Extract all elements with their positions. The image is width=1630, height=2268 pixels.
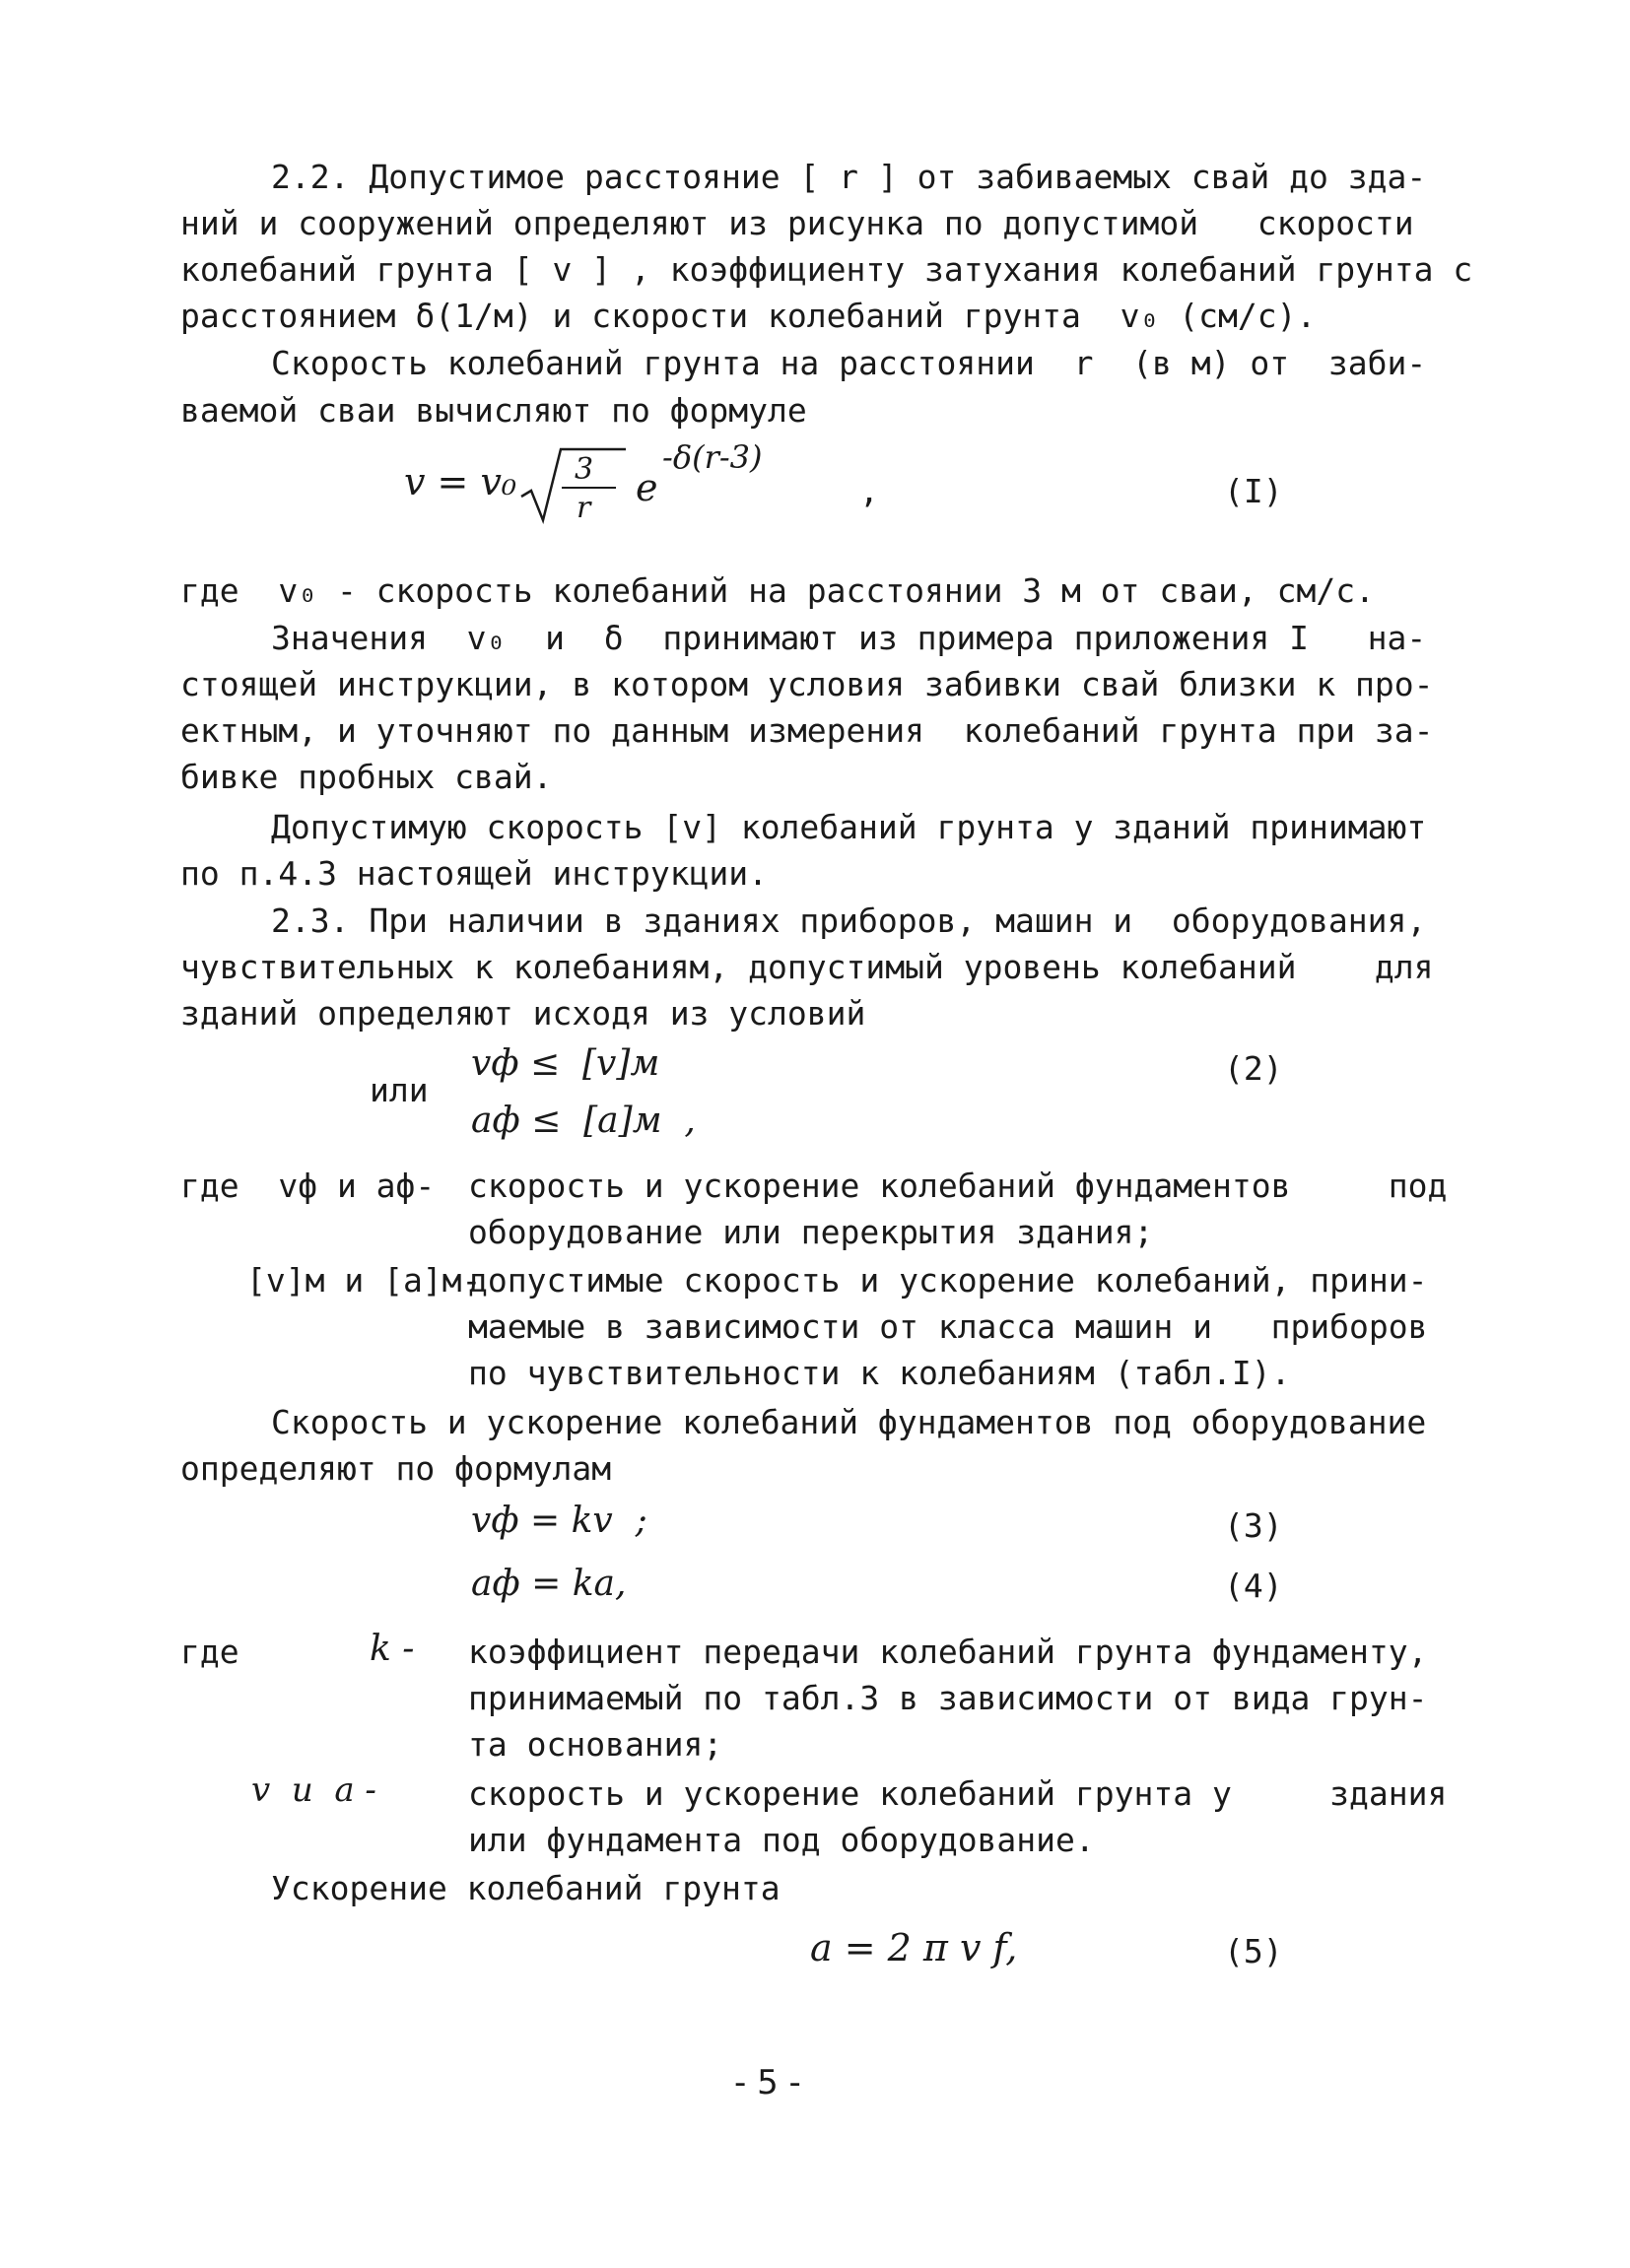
para-values-line-1: Значения v₀ и δ принимают из примера приложения I на-	[271, 619, 1427, 657]
formula-5: a = 2 π v f,	[810, 1926, 1018, 1969]
para-speed-line-1: Скорость колебаний грунта на расстоянии r (в м) от заби-	[271, 344, 1427, 382]
where-2-desc-2-line-2: маемые в зависимости от класса машин и приборов	[468, 1307, 1428, 1346]
para-2-3-line-3: зданий определяют исходя из условий	[180, 994, 866, 1033]
formula-4-number: (4)	[1224, 1567, 1283, 1605]
formula-4: aф = ka,	[471, 1564, 627, 1604]
para-allow-line-2: по п.4.3 настоящей инструкции.	[180, 854, 769, 893]
formula-2-row-2: aф ≤ [a]м ,	[471, 1101, 696, 1141]
para-2-2-line-3: колебаний грунта [ v ] , коэффициенту затухания колебаний грунта с	[180, 250, 1473, 289]
where-3-desc-2-line-1: скорость и ускорение колебаний грунта у здания	[468, 1774, 1448, 1813]
formula-1-lhs: v = v₀	[404, 460, 517, 503]
para-2-3-line-2: чувствительных к колебаниям, допустимый уровень колебаний для	[180, 948, 1434, 986]
para-2-2-line-4: расстоянием δ(1/м) и скорости колебаний грунта v₀ (см/с).	[180, 297, 1317, 335]
para-2-2-line-1: 2.2. Допустимое расстояние [ r ] от забиваемых свай до зда-	[271, 158, 1427, 196]
formula-1-number: (I)	[1224, 472, 1283, 510]
formula-1-comma: ,	[859, 472, 879, 510]
formula-1-denominator: r	[577, 491, 591, 525]
fraction-bar	[562, 487, 616, 489]
where-3-desc-2-line-2: или фундамента под оборудование.	[468, 1821, 1095, 1859]
where-2-desc-1-line-2: оборудование или перекрытия здания;	[468, 1213, 1154, 1251]
where-2-desc-2-line-3: по чувствительности к колебаниям (табл.I).	[468, 1354, 1291, 1392]
page-number: - 5 -	[734, 2063, 801, 2102]
formula-3-number: (3)	[1224, 1506, 1283, 1545]
formula-2-number: (2)	[1224, 1049, 1283, 1088]
formula-5-number: (5)	[1224, 1932, 1283, 1970]
where-3-desc-1-line-1: коэффициент передачи колебаний грунта фундаменту,	[468, 1633, 1428, 1671]
para-2-2-line-2: ний и сооружений определяют из рисунка по допустимой скорости	[180, 204, 1414, 242]
para-found-line-1: Скорость и ускорение колебаний фундаментов под оборудование	[271, 1403, 1427, 1441]
formula-1-exponent: -δ(r-3)	[662, 438, 763, 476]
para-allow-line-1: Допустимую скорость [v] колебаний грунта у зданий принимают	[271, 808, 1427, 846]
where-3-desc-1-line-2: принимаемый по табл.3 в зависимости от вида грун-	[468, 1679, 1428, 1717]
para-values-line-4: бивке пробных свай.	[180, 758, 553, 796]
para-found-line-2: определяют по формулам	[180, 1449, 612, 1488]
formula-1-exp-base: e	[636, 466, 658, 509]
para-speed-line-2: ваемой сваи вычисляют по формуле	[180, 391, 807, 430]
where-2-label-2: [v]м и [a]м-	[246, 1261, 482, 1300]
where-3-label-2: v и a -	[251, 1770, 376, 1810]
where-2-desc-1-line-1: скорость и ускорение колебаний фундаментов под	[468, 1167, 1448, 1205]
where-2-label-1: где vф и aф-	[180, 1167, 436, 1205]
formula-1-numerator: 3	[575, 452, 594, 487]
para-values-line-3: ектным, и уточняют по данным измерения колебаний грунта при за-	[180, 711, 1434, 750]
where-v0-line: где v₀ - скорость колебаний на расстоянии 3 м от сваи, см/с.	[180, 571, 1375, 610]
formula-3: vф = kv ;	[471, 1501, 647, 1541]
formula-2-or: или	[370, 1071, 429, 1109]
where-3-label-1: где	[180, 1633, 239, 1671]
formula-2-row-1: vф ≤ [v]м	[471, 1043, 660, 1084]
where-3-desc-1-line-3: та основания;	[468, 1725, 723, 1764]
sqrt-sign-icon	[519, 445, 628, 524]
para-accel: Ускорение колебаний грунта	[271, 1869, 781, 1907]
where-3-symbol-k: k -	[370, 1629, 415, 1669]
para-values-line-2: стоящей инструкции, в котором условия забивки свай близки к про-	[180, 665, 1434, 703]
where-2-desc-2-line-1: допустимые скорость и ускорение колебаний, прини-	[468, 1261, 1428, 1300]
para-2-3-line-1: 2.3. При наличии в зданиях приборов, машин и оборудования,	[271, 901, 1427, 940]
